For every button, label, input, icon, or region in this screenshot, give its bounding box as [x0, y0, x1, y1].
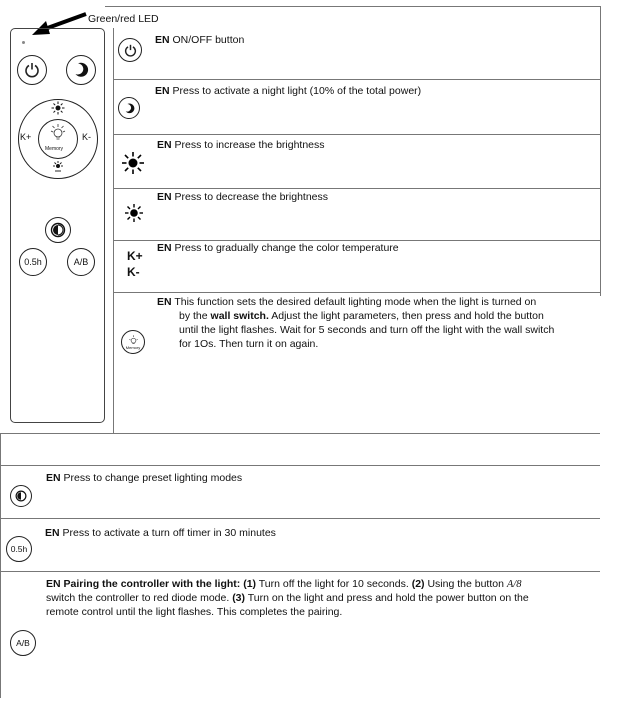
pairing-line-1: EN Pairing the controller with the light: (1) Turn off the light for 10 seconds. (2) Using the button A/8: [46, 578, 522, 590]
night-description: EN Press to activate a night light (10% of the total power): [155, 85, 422, 97]
memory-icon-label: Memory: [125, 345, 141, 350]
remote-preset-button[interactable]: [45, 217, 71, 243]
bulb-icon: [48, 121, 68, 145]
vertical-divider-upper: [113, 28, 114, 433]
power-icon: [24, 62, 40, 78]
led-indicator: [22, 41, 25, 44]
rule-6: [0, 433, 600, 434]
remote-night-button[interactable]: [66, 55, 96, 85]
memory-line-1: EN This function sets the desired default lighting mode when the light is turned on: [157, 296, 537, 308]
preset-mode-icon: [50, 222, 66, 238]
k-minus-label: K-: [127, 265, 140, 279]
preset-description: EN Press to change preset lighting modes: [46, 472, 243, 484]
k-plus-label: K+: [127, 249, 143, 263]
memory-icon-button: [121, 330, 145, 354]
led-label: Green/red LED: [88, 13, 159, 25]
rule-9: [0, 571, 600, 572]
onoff-icon-button: [118, 38, 142, 62]
right-border: [600, 6, 601, 296]
remote-k-plus[interactable]: K+: [20, 132, 32, 142]
rule-5: [113, 292, 600, 293]
remote-control: [10, 28, 105, 423]
ab-icon-button: A/B: [10, 630, 36, 656]
brightness-up-icon: [121, 151, 145, 175]
rule-3: [113, 188, 600, 189]
onoff-description: EN ON/OFF button: [155, 34, 245, 46]
rule-8: [0, 518, 600, 519]
rule-1: [113, 79, 600, 80]
memory-line-4: for 1Os. Then turn it on again.: [179, 338, 319, 350]
remote-power-button[interactable]: [17, 55, 47, 85]
color-temp-description: EN Press to gradually change the color temperature: [157, 242, 399, 254]
night-icon-button: [118, 97, 140, 119]
moon-icon: [124, 103, 135, 114]
rule-2: [113, 134, 600, 135]
brightness-up-description: EN Press to increase the brightness: [157, 139, 325, 151]
remote-brightness-up-icon[interactable]: [51, 101, 65, 115]
moon-icon: [73, 62, 89, 78]
remote-brightness-down-icon[interactable]: [52, 160, 64, 174]
remote-ab-button[interactable]: A/B: [67, 248, 95, 276]
rule-7: [0, 465, 600, 466]
memory-line-2: by the wall switch. Adjust the light parameters, then press and hold the button: [179, 310, 544, 322]
power-icon: [124, 44, 137, 57]
preset-icon-button: [10, 485, 32, 507]
top-rule: [105, 6, 600, 7]
pairing-line-3: remote control until the light flashes. This completes the pairing.: [46, 606, 343, 618]
pairing-line-2: switch the controller to red diode mode. (3) Turn on the light and press and hold the power button on the: [46, 592, 529, 604]
memory-label: Memory: [45, 146, 64, 152]
preset-mode-icon: [15, 490, 27, 502]
remote-timer-button[interactable]: 0.5h: [19, 248, 47, 276]
brightness-down-icon: [124, 203, 144, 223]
remote-k-minus[interactable]: K-: [82, 132, 91, 142]
timer-description: EN Press to activate a turn off timer in 30 minutes: [45, 527, 276, 539]
memory-line-3: until the light flashes. Wait for 5 seconds and turn off the light with the wall switch: [179, 324, 555, 336]
left-border-lower: [0, 433, 1, 698]
brightness-down-description: EN Press to decrease the brightness: [157, 191, 329, 203]
timer-icon-button: 0.5h: [6, 536, 32, 562]
